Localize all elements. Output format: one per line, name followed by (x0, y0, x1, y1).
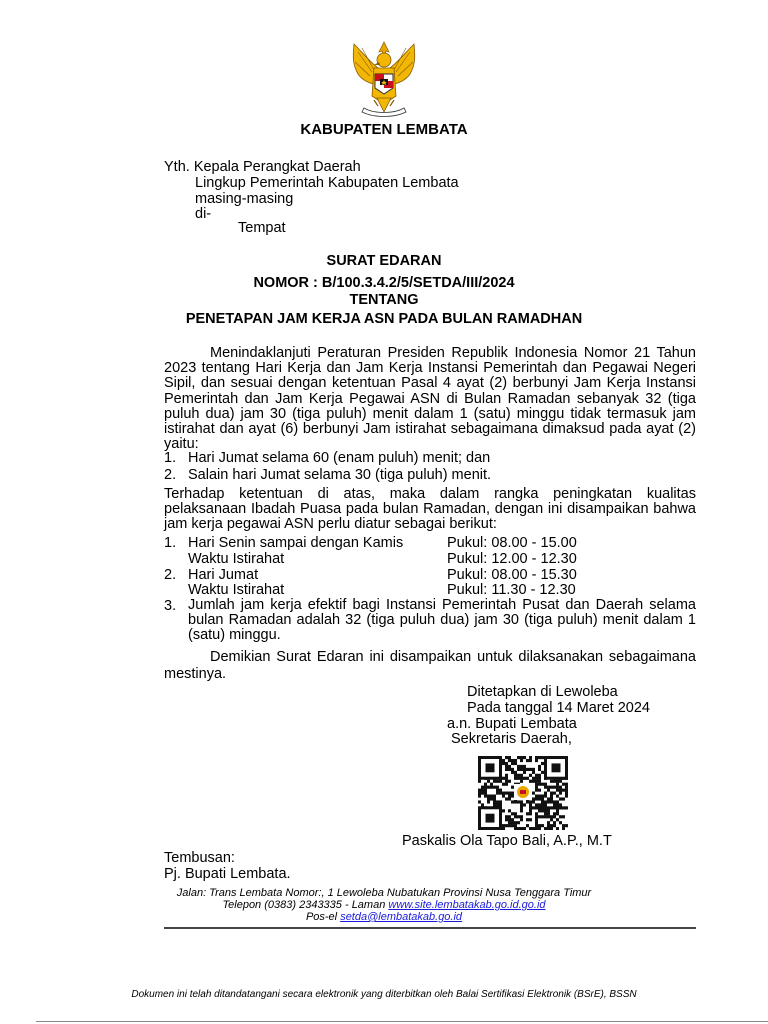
document-about: TENTANG (349, 292, 419, 308)
email-link[interactable]: setda@lembatakab.go.id (340, 911, 463, 923)
schedule-1-day: Hari Senin sampai dengan Kamis (188, 535, 404, 551)
addressee-line-5: Tempat (238, 220, 286, 236)
addressee-line-2: Lingkup Pemerintah Kabupaten Lembata (195, 175, 459, 191)
schedule-2-number: 2. (164, 567, 177, 583)
rest-item-2-number: 2. (164, 467, 177, 483)
signature-date: Pada tanggal 14 Maret 2024 (467, 700, 650, 716)
footer-contact (0, 899, 768, 912)
schedule-2-rest-label: Waktu Istirahat (188, 582, 285, 598)
cc-item-1: Pj. Bupati Lembata. (164, 866, 291, 882)
footer-phone: Telepon (0383) 2343335 - Laman (222, 899, 389, 911)
footer-address: Jalan: Trans Lembata Nomor:, 1 Lewoleba Nubatukan Provinsi Nusa Tenggara Timur (176, 887, 592, 899)
signatory-name: Paskalis Ola Tapo Bali, A.P., M.T (402, 833, 612, 849)
footer-divider (164, 927, 696, 929)
bsre-note: Dokumen ini telah ditandatangani secara elektronik yang diterbitkan oleh Balai Sertifikasi Elektronik (BSrE), BSSN (131, 989, 637, 1000)
schedule-1-rest-hours: Pukul: 12.00 - 12.30 (447, 551, 577, 567)
addressee-line-1: Yth. Kepala Perangkat Daerah (164, 159, 361, 175)
document-type: SURAT EDARAN (326, 253, 442, 269)
signature-place: Ditetapkan di Lewoleba (467, 684, 618, 700)
schedule-3-number: 3. (164, 598, 177, 614)
signature-position: Sekretaris Daerah, (451, 731, 572, 747)
schedule-1-number: 1. (164, 535, 177, 551)
email-label: Pos-el (305, 911, 341, 923)
regency-title: KABUPATEN LEMBATA (300, 121, 468, 138)
signature-on-behalf: a.n. Bupati Lembata (447, 716, 577, 732)
rest-item-1-text: Hari Jumat selama 60 (enam puluh) menit; dan (188, 450, 491, 466)
website-link[interactable]: www.site.lembatakab.go.id.go.id (388, 899, 546, 911)
rest-item-2-text: Salain hari Jumat selama 30 (tiga puluh) menit. (188, 467, 492, 483)
paragraph-1: Menindaklanjuti Peraturan Presiden Republik Indonesia Nomor 21 Tahun 2023 tentang Hari Kerja dan Jam Kerja Instansi Pemerintah dan Pegawai Negeri Sipil, dan sesuai dengan ketentuan Pasal 4 ayat (2) berbunyi Jam Kerja Instansi Pemerintah dan Jam Kerja Pegawai ASN di Bulan Ramadan sebanyak 32 (tiga puluh dua) jam 30 (tiga puluh) menit dalam 1 (satu) minggu tidak termasuk jam istirahat dan ayat (6) berbunyi Jam istirahat sebagaimana dimaksud pada ayat (2) yaitu: (164, 345, 696, 453)
garuda-emblem-icon (344, 38, 424, 120)
schedule-2-rest-hours: Pukul: 11.30 - 12.30 (447, 582, 576, 598)
cc-label: Tembusan: (164, 850, 235, 866)
document-number: NOMOR : B/100.3.4.2/5/SETDA/III/2024 (253, 275, 515, 291)
rest-item-1-number: 1. (164, 450, 177, 466)
closing-paragraph: Demikian Surat Edaran ini disampaikan untuk dilaksanakan sebagaimana mestinya. (164, 649, 696, 682)
paragraph-2: Terhadap ketentuan di atas, maka dalam rangka peningkatan kualitas pelaksanaan Ibadah Puasa pada bulan Ramadan, dengan ini disampaikan bahwa jam kerja pegawai ASN perlu diatur sebagai berikut: (164, 486, 696, 533)
addressee-line-3: masing-masing (195, 191, 294, 207)
footer-email (0, 911, 768, 924)
qr-code-icon (478, 756, 568, 830)
addressee-line-4: di- (195, 206, 212, 222)
schedule-1-work-hours: Pukul: 08.00 - 15.00 (447, 535, 577, 551)
schedule-1-rest-label: Waktu Istirahat (188, 551, 285, 567)
page-bottom-divider (36, 1021, 768, 1022)
schedule-2-day: Hari Jumat (188, 567, 259, 583)
schedule-2-work-hours: Pukul: 08.00 - 15.30 (447, 567, 577, 583)
schedule-3-text: Jumlah jam kerja efektif bagi Instansi Pemerintah Pusat dan Daerah selama bulan Ramadan adalah 32 (tiga puluh dua) jam 30 (tiga puluh) menit dalam 1 (satu) minggu. (188, 597, 696, 644)
document-subject: PENETAPAN JAM KERJA ASN PADA BULAN RAMADHAN (185, 311, 583, 327)
